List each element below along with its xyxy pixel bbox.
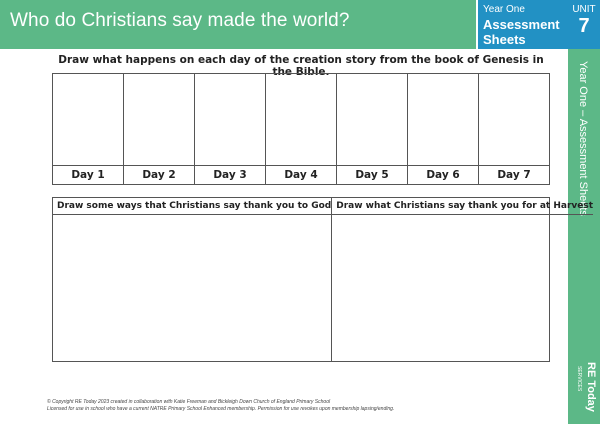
badge-title: Assessment Sheets [483,17,560,47]
unit-box [568,0,600,49]
footer-line-2: Licensed for use in school who have a current NATRE Primary School Enhanced membership. Permission for use revokes upon membership lapsing/ending. [47,406,395,412]
thank-god-drawing-area[interactable] [53,198,332,361]
day-cell[interactable] [124,74,195,184]
logo-subtext: SERVICES [576,366,582,392]
header-bar [0,0,476,49]
day-cell[interactable] [195,74,266,184]
day-label: Day 4 [266,165,336,184]
copyright-footer [47,399,547,413]
badge-year: Year One [483,4,525,15]
days-grid [52,73,550,185]
day-label: Day 2 [124,165,194,184]
day-cell[interactable] [479,74,549,184]
harvest-heading: Draw what Christians say thank you for at Harvest [332,198,593,215]
day-label: Day 1 [53,165,123,184]
logo-text: RE Today [585,362,597,412]
day-cell[interactable] [53,74,124,184]
day-cell[interactable] [408,74,479,184]
day-cell[interactable] [337,74,408,184]
re-today-logo [573,360,595,418]
year-badge [478,0,568,49]
day-label: Day 5 [337,165,407,184]
bottom-grid [52,197,594,362]
day-label: Day 7 [479,165,549,184]
day-label: Day 3 [195,165,265,184]
day-cell[interactable] [266,74,337,184]
unit-number: 7 [578,15,590,37]
page-title: Who do Christians say made the world? [10,10,350,31]
day-label: Day 6 [408,165,478,184]
harvest-drawing-area[interactable] [332,198,593,361]
footer-line-1: © Copyright RE Today 2023 created in collaboration with Katie Freeman and Bickleigh Down Church of England Primary School [47,399,331,405]
thank-god-heading: Draw some ways that Christians say thank you to God [53,198,331,215]
instruction-text: Draw what happens on each day of the creation story from the book of Genesis in the Bible. [58,54,544,78]
side-vertical-title: Year One – Assessment Sheets [577,61,589,216]
unit-label: UNIT [572,4,596,15]
